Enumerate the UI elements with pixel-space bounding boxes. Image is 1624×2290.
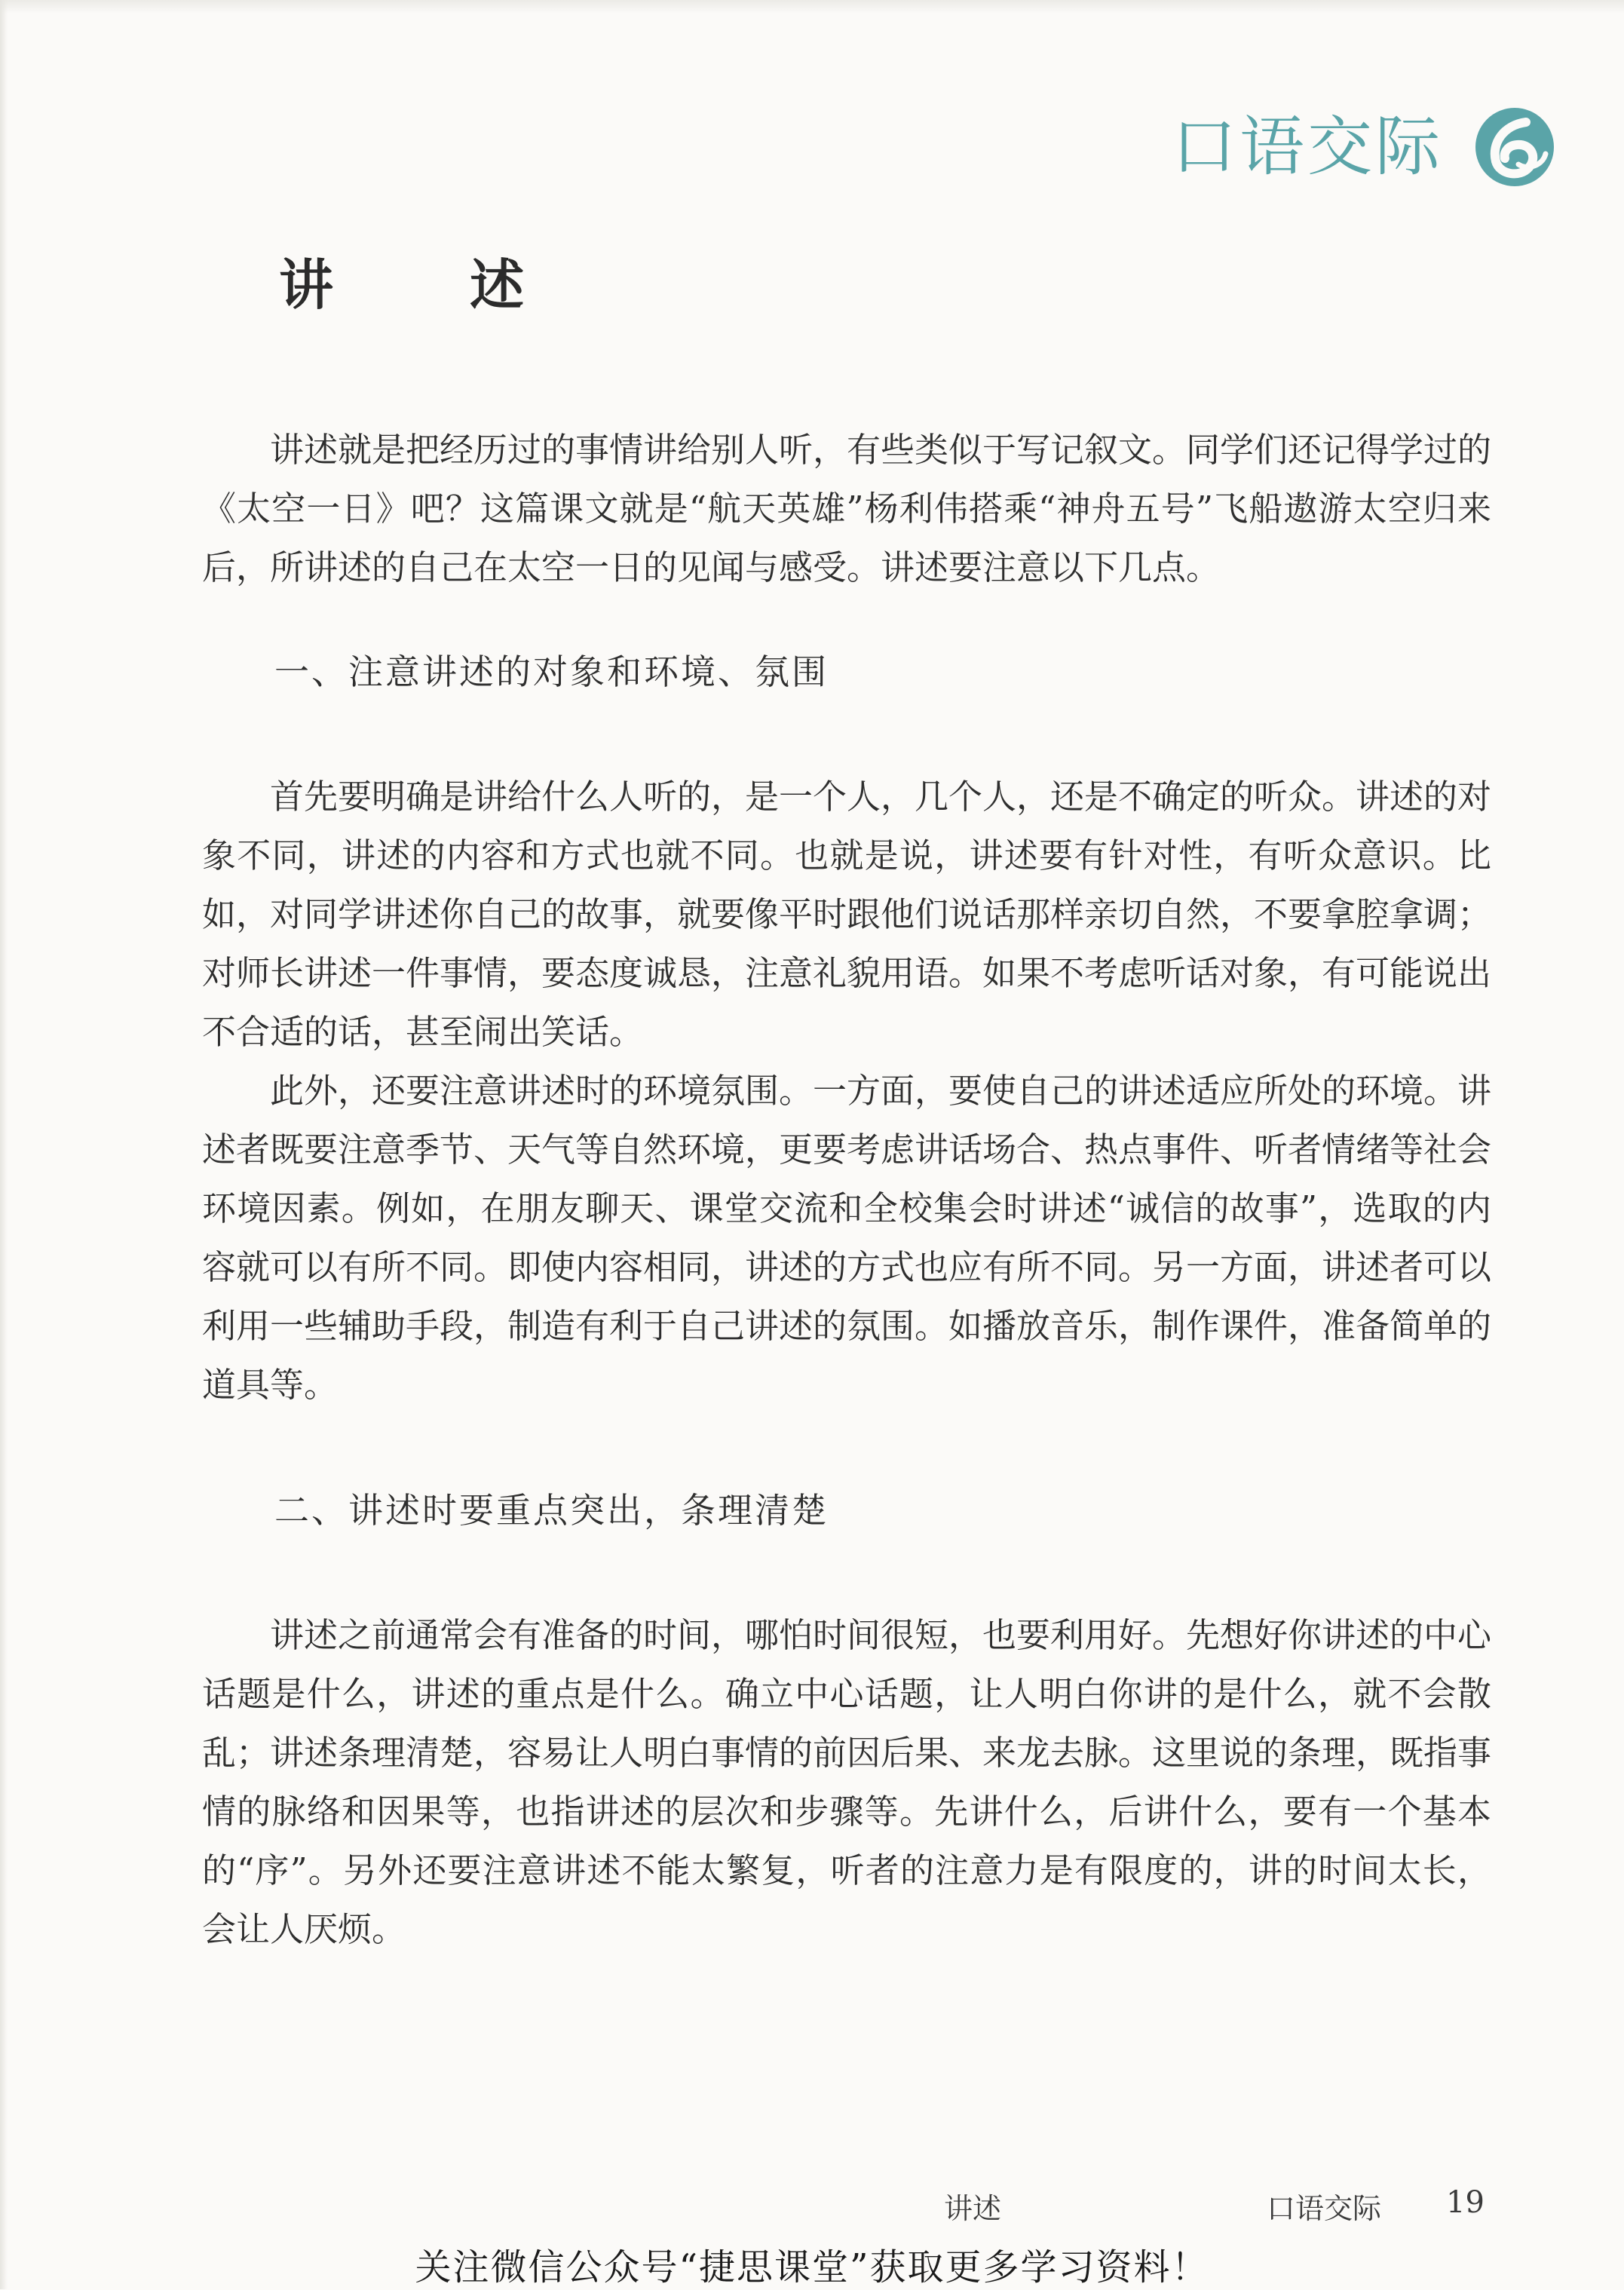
section-header — [1172, 106, 1556, 189]
page-number: 19 — [1446, 2185, 1485, 2220]
section-1-paragraph-2: 此外，还要注意讲述时的环境氛围。一方面，要使自己的讲述适应所处的环境。讲述者既要注意季节、天气等自然环境，更要考虑讲话场合、热点事件、听者情绪等社会环境因素。例如，在朋友聊天、课堂交流和全校集会时讲述“诚信的故事”，选取的内容就可以有所不同。即使内容相同，讲述的方式也应有所不同。另一方面，讲述者可以利用一些辅助手段，制造有利于自己讲述的氛围。如播放音乐，制作课件，准备简单的道具等。 — [202, 1071, 1492, 1405]
section-heading-1: 一、注意讲述的对象和环境、氛围 — [274, 651, 829, 692]
page-edge — [0, 0, 1624, 14]
watermark-text: 关注微信公众号“捷思课堂”获取更多学习资料！ — [415, 2246, 1209, 2288]
article-body — [202, 421, 1491, 1959]
footer-section-title: 口语交际 — [1267, 2192, 1382, 2225]
section-1-paragraph-1: 首先要明确是讲给什么人听的，是一个人，几个人，还是不确定的听众。讲述的对象不同，讲述的内容和方式也就不同。也就是说，讲述要有针对性，有听众意识。比如，对同学讲述你自己的故事，就要像平时跟他们说话那样亲切自然，不要拿腔拿调；对师长讲述一件事情，要态度诚恳，注意礼貌用语。如果不考虑听话对象，有可能说出不合适的话，甚至闹出笑话。 — [202, 777, 1492, 1052]
footer-lesson-title: 讲述 — [944, 2192, 1002, 2225]
section-label: 口语交际 — [1172, 109, 1443, 185]
running-footer — [0, 2185, 1624, 2230]
section-heading-2: 二、讲述时要重点突出，条理清楚 — [274, 1490, 829, 1531]
page-title: 讲 述 — [279, 253, 584, 317]
page-spine — [0, 0, 8, 2289]
section-6-badge-icon — [1473, 106, 1556, 189]
intro-paragraph: 讲述就是把经历过的事情讲给别人听，有些类似于写记叙文。同学们还记得学过的《太空一日》吧？这篇课文就是“航天英雄”杨利伟搭乘“神舟五号”飞船遨游太空归来后，所讲述的自己在太空一日的见闻与感受。讲述要注意以下几点。 — [202, 430, 1492, 587]
section-2-paragraph-1: 讲述之前通常会有准备的时间，哪怕时间很短，也要利用好。先想好你讲述的中心话题是什么，讲述的重点是什么。确立中心话题，让人明白你讲的是什么，就不会散乱；讲述条理清楚，容易让人明白事情的前因后果、来龙去脉。这里说的条理，既指事情的脉络和因果等，也指讲述的层次和步骤等。先讲什么，后讲什么，要有一个基本的“序”。另外还要注意讲述不能太繁复，听者的注意力是有限度的，讲的时间太长，会让人厌烦。 — [202, 1615, 1492, 1949]
